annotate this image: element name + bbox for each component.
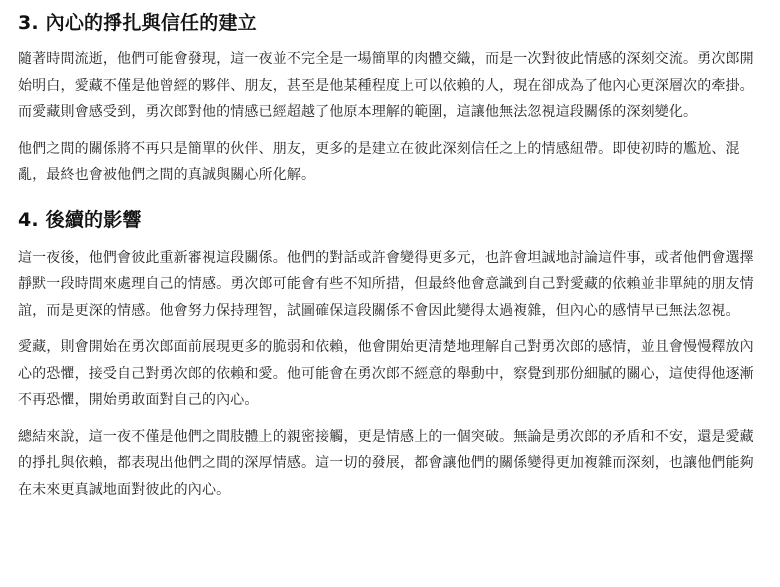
section-inner-struggle — [18, 8, 762, 189]
paragraph: 總結來說，這一夜不僅是他們之間肢體上的親密接觸，更是情感上的一個突破。無論是勇次郎的矛盾和不安，還是愛藏的掙扎與依賴，都表現出他們之間的深厚情感。這一切的發展，都會讓他們的關係變得更加複雜而深刻，也讓他們能夠在未來更真誠地面對彼此的內心。 — [18, 428, 754, 498]
paragraph: 隨著時間流逝，他們可能會發現，這一夜並不完全是一場簡單的肉體交織，而是一次對彼此情感的深刻交流。勇次郎開始明白，愛藏不僅是他曾經的夥伴、朋友，甚至是他某種程度上可以依賴的人，現在卻成為了他內心更深層次的牽掛。而愛藏則會感受到，勇次郎對他的情感已經超越了他原本理解的範圍，這讓他無法忽視這段關係的深刻變化。 — [18, 51, 754, 120]
paragraph: 這一夜後，他們會彼此重新審視這段關係。他們的對話或許會變得更多元，也許會坦誠地討論這件事，或者他們會選擇靜默一段時間來處理自己的情感。勇次郎可能會有些不知所措，但最終他會意識到自己對愛藏的依賴並非單純的朋友情誼，而是更深的情感。他會努力保持理智，試圖確保這段關係不會因此變得太過複雜，但內心的感情早已無法忽視。 — [18, 249, 754, 319]
section-heading: 3. 內心的掙扎與信任的建立 — [18, 12, 257, 34]
section-aftermath — [18, 205, 762, 504]
section-heading: 4. 後續的影響 — [18, 208, 142, 231]
paragraph: 他們之間的關係將不再只是簡單的伙伴、朋友，更多的是建立在彼此深刻信任之上的情感紐帶。即使初時的尷尬、混亂，最終也會被他們之間的真誠與關心所化解。 — [18, 140, 740, 183]
paragraph: 愛藏，則會開始在勇次郎面前展現更多的脆弱和依賴，他會開始更清楚地理解自己對勇次郎的感情，並且會慢慢釋放內心的恐懼，接受自己對勇次郎的依賴和愛。他可能會在勇次郎不經意的舉動中，察覺到那份細膩的關心，這使得他逐漸不再恐懼，開始勇敢面對自己的內心。 — [18, 339, 754, 408]
